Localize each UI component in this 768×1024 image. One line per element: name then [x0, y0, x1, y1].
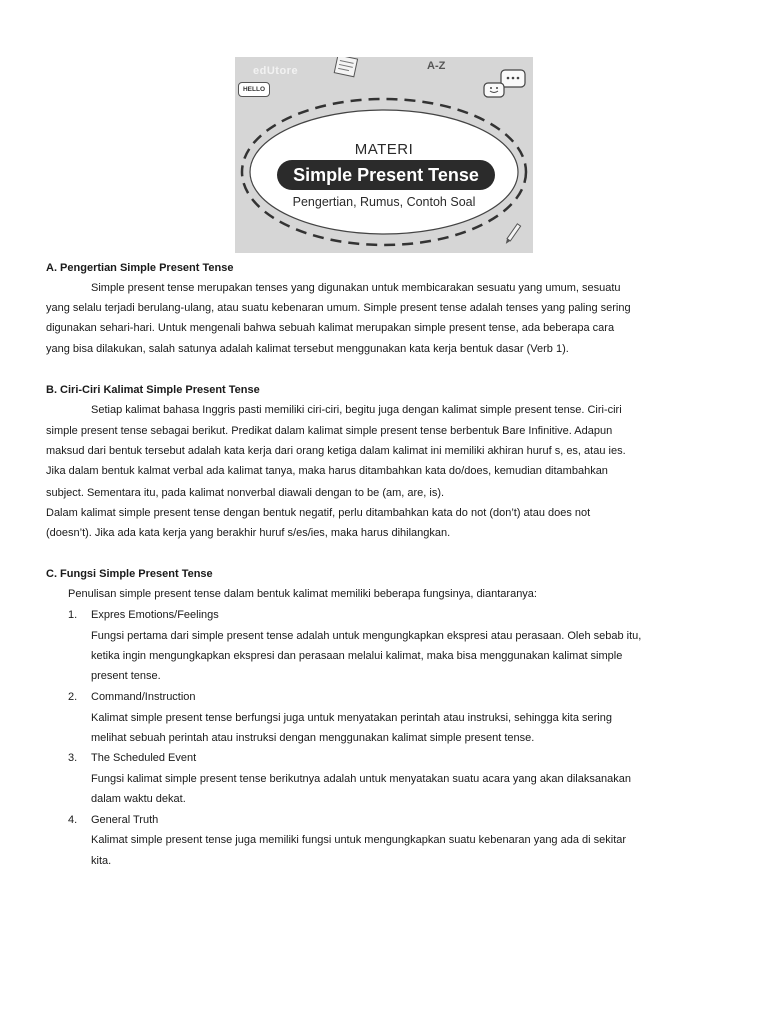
list-item-line: kita.	[91, 855, 112, 867]
hello-sign-icon: HELLO	[238, 82, 270, 97]
section-b-line: Setiap kalimat bahasa Inggris pasti memiliki ciri-ciri, begitu juga dengan kalimat simple present tense. Ciri-ciri	[91, 404, 622, 416]
list-item-title: General Truth	[91, 814, 159, 826]
list-item-line: dalam waktu dekat.	[91, 793, 186, 805]
banner-heading: MATERI	[354, 141, 414, 158]
a-z-icon: A-Z	[427, 60, 446, 72]
chat-bubbles-icon	[484, 70, 525, 97]
section-b-line: subject. Sementara itu, pada kalimat nonverbal diawali dengan to be (am, are, is).	[46, 487, 445, 499]
list-item-line: Fungsi pertama dari simple present tense adalah untuk mengungkapkan ekspresi atau perasaan. Oleh sebab itu,	[91, 630, 642, 642]
list-number: 2.	[68, 691, 78, 703]
section-a-line: yang selalu terjadi berulang-ulang, atau suatu kebenaran umum. Simple present tense adalah tenses yang paling sering	[46, 302, 631, 314]
banner-image	[235, 57, 533, 253]
list-item-line: melihat sebuah perintah atau instruksi dengan menggunakan kalimat simple present tense.	[91, 732, 535, 744]
list-item-title: The Scheduled Event	[91, 752, 197, 764]
list-item-line: Fungsi kalimat simple present tense berikutnya adalah untuk menyatakan suatu acara yang akan dilaksanakan	[91, 773, 631, 785]
list-item-line: Kalimat simple present tense juga memiliki fungsi untuk mengungkapkan suatu kebenaran yang ada di sekitar	[91, 834, 627, 846]
banner-title: Simple Present Tense	[277, 160, 495, 190]
section-c-intro: Penulisan simple present tense dalam bentuk kalimat memiliki beberapa fungsinya, diantaranya:	[68, 588, 537, 600]
section-b-line: Jika dalam bentuk kalmat verbal ada kalimat tanya, maka harus ditambahkan kata do/does, kemudian ditambahkan	[46, 465, 608, 477]
section-a-line: digunakan sehari-hari. Untuk mengenali bahwa sebuah kalimat merupakan simple present tense, ada beberapa cara	[46, 322, 615, 334]
pencil-icon	[504, 224, 520, 245]
list-number: 3.	[68, 752, 78, 764]
section-b-line: Dalam kalimat simple present tense dengan bentuk negatif, perlu ditambahkan kata do not (don’t) atau does not	[46, 507, 591, 519]
notepad-icon	[334, 57, 357, 77]
section-b-line: (doesn’t). Jika ada kata kerja yang berakhir huruf s/es/ies, maka harus dihilangkan.	[46, 527, 451, 539]
list-item-line: ketika ingin mengungkapkan ekspresi dan perasaan melalui kalimat, maka bisa menggunakan kalimat simple	[91, 650, 623, 662]
section-a-line: yang bisa dilakukan, salah satunya adalah kalimat tersebut menggunakan kata kerja bentuk dasar (Verb 1).	[46, 343, 569, 355]
list-number: 4.	[68, 814, 78, 826]
list-item-title: Command/Instruction	[91, 691, 196, 703]
section-a-heading: A. Pengertian Simple Present Tense	[46, 262, 234, 274]
section-b-line: simple present tense sebagai berikut. Predikat dalam kalimat simple present tense berbentuk Bare Infinitive. Adapun	[46, 425, 613, 437]
list-item-line: Kalimat simple present tense berfungsi juga untuk menyatakan perintah atau instruksi, sehingga kita sering	[91, 712, 612, 724]
section-c-heading: C. Fungsi Simple Present Tense	[46, 568, 213, 580]
list-item-line: present tense.	[91, 670, 161, 682]
section-b-heading: B. Ciri-Ciri Kalimat Simple Present Tense	[46, 384, 260, 396]
list-number: 1.	[68, 609, 78, 621]
banner-subtitle: Pengertian, Rumus, Contoh Soal	[292, 195, 476, 209]
section-a-line: Simple present tense merupakan tenses yang digunakan untuk membicarakan sesuatu yang umum, sesuatu	[91, 282, 621, 294]
section-b-line: maksud dari bentuk tersebut adalah kata kerja dari orang ketiga dalam kalimat ini memiliki akhiran huruf s, es, atau ies.	[46, 445, 626, 457]
brand-logo: edUtore	[253, 65, 299, 77]
list-item-title: Expres Emotions/Feelings	[91, 609, 219, 621]
